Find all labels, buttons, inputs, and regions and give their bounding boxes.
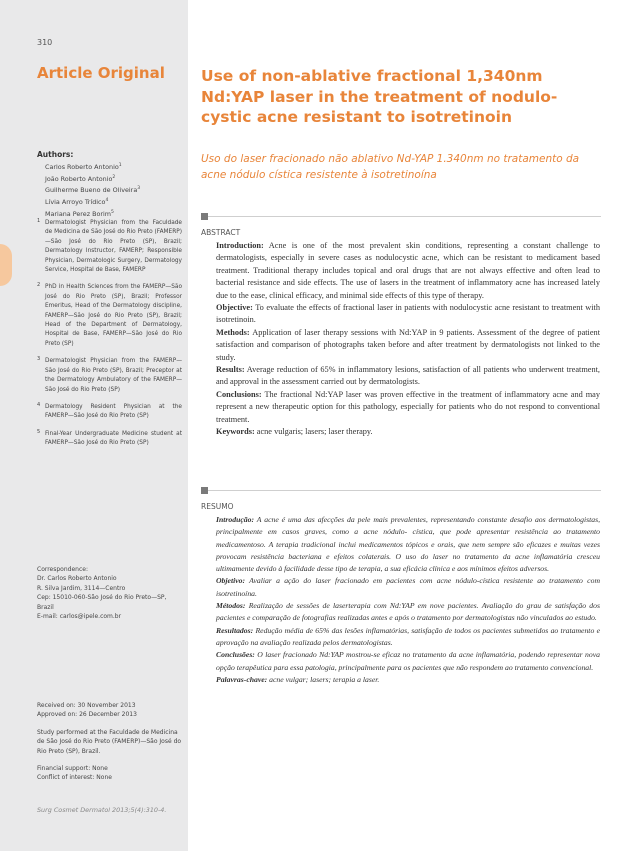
abstract-section-text: Application of laser therapy sessions with Nd:YAP in 9 patients. Assessment of the degree of patient satisfaction and comparison of photographs taken before and after treatment by dermatologists not linked to the study. — [216, 327, 600, 362]
author-mark: 3 — [137, 186, 141, 192]
affiliation-text: Dermatologist Physician from the FAMERP—São José do Rio Preto (SP), Brazil; Preceptor at the Dermatology Ambulatory of the FAMERP—São José do Rio Preto (SP) — [45, 358, 182, 393]
affiliation-item — [37, 357, 182, 395]
resumo-section-label: Objetivo: — [216, 576, 246, 586]
correspondence-block — [37, 565, 182, 621]
resumo-divider — [201, 490, 601, 491]
study-performed: Study performed at the Faculdade de Medicina de São José do Rio Preto (FAMERP)—São José do Rio Preto (SP), Brazil. — [37, 728, 182, 755]
section-label: Article Original — [37, 64, 165, 82]
abstract-section-label: Keywords: — [216, 427, 255, 437]
author-item — [37, 161, 182, 173]
correspondence-line: Dr. Carlos Roberto Antonio — [37, 575, 117, 583]
resumo-section-text: acne vulgar; lasers; terapia a laser. — [267, 674, 380, 684]
author-name: João Roberto Antonio — [45, 174, 113, 183]
resumo-section-label: Métodos: — [216, 601, 246, 611]
affiliation-text: PhD in Health Sciences from the FAMERP—São José do Rio Preto (SP), Brazil; Professor Emeritus, Head of the Dermatology discipline, FAMERP—São José do Rio Preto (SP), Brazil; Head of the Department of Dermatology, Hospital de Base, FAMERP—São José do Rio Preto (SP) — [45, 284, 182, 347]
affiliation-item — [37, 430, 182, 449]
affiliation-item — [37, 219, 182, 275]
affiliation-item — [37, 403, 182, 422]
resumo-section — [216, 600, 600, 625]
resumo-section — [216, 575, 600, 600]
resumo-section — [216, 625, 600, 650]
author-mark: 1 — [118, 163, 122, 168]
authors-list — [37, 161, 182, 220]
authors-block — [37, 150, 182, 220]
resumo-section — [216, 674, 600, 686]
abstract-divider-marker — [201, 213, 208, 220]
author-item — [37, 208, 182, 220]
author-item — [37, 173, 182, 185]
resumo-section-text: O laser fracionado Nd:YAP mostrou-se eficaz no tratamento da acne inflamatória, podendo representar nova opção terapêutica para essa patologia, principalmente para os pacientes que não respondem ao tratamento convencional. — [216, 650, 600, 672]
resumo-section-label: Conclusões: — [216, 650, 255, 660]
resumo-section-label: Palavras-chave: — [216, 674, 268, 684]
abstract-section-text: Average reduction of 65% in inflammatory lesions, satisfaction of all patients who underwent treatment, and approval in the assessment carried out by dermatologists. — [216, 365, 600, 387]
abstract-section-text: The fractional Nd:YAP laser was proven effective in the treatment of inflammatory acne and may represent a new therapeutic option for this pathology, especially for patients who do not respond to conventional treatment. — [216, 389, 600, 424]
affiliation-text: Final-Year Undergraduate Medicine student at FAMERP—São José do Rio Preto (SP) — [45, 430, 182, 447]
abstract-section-text: To evaluate the effects of fractional laser in patients with nodulocystic acne resistant to treatment with isotretinoin. — [216, 303, 600, 325]
author-item — [37, 196, 182, 208]
correspondence-line: E-mail: carlos@ipele.com.br — [37, 613, 122, 621]
author-name: Mariana Perez Borim — [45, 210, 112, 218]
author-name: Carlos Roberto Antonio — [45, 163, 119, 172]
affiliation-item — [37, 283, 182, 349]
affiliation-number: 1 — [37, 218, 41, 224]
abstract-section-label: Objective: — [216, 303, 253, 313]
author-mark: 2 — [112, 174, 116, 180]
abstract-section — [216, 240, 600, 302]
abstract-section-text: acne vulgaris; lasers; laser therapy. — [254, 427, 373, 437]
abstract-section — [216, 389, 600, 426]
abstract-section — [216, 302, 600, 327]
authors-heading: Authors: — [37, 150, 74, 159]
abstract-section — [216, 327, 600, 364]
author-mark: 5 — [111, 209, 114, 215]
resumo-section-text: Avaliar a ação do laser fracionado em pacientes com acne nódulo-cística resistente ao tratamento com isotretinoína. — [216, 576, 600, 598]
author-name: Lívia Arroyo Trídico — [45, 198, 106, 207]
abstract-body — [216, 240, 600, 439]
correspondence-line: Cep: 15010-060-São José do Rio Preto—SP, Brazil — [37, 594, 167, 611]
resumo-section-text: Redução média de 65% das lesões inflamatórias, satisfação de todos os pacientes submetidos ao tratamento e aprovação na avaliação realizada pelos dermatologistas. — [216, 625, 600, 647]
resumo-body — [216, 514, 600, 686]
article-title: Use of non-ablative fractional 1,340nm Nd:YAP laser in the treatment of nodulo-cystic acne resistant to isotretinoin — [201, 67, 558, 126]
abstract-divider — [201, 216, 601, 217]
abstract-section-label: Results: — [216, 365, 245, 375]
abstract-section-label: Methods: — [216, 327, 250, 337]
resumo-section-label: Resultados: — [216, 625, 254, 635]
journal-reference: Surg Cosmet Dermatol 2013;5(4):310-4. — [37, 806, 167, 814]
dates-block — [37, 701, 182, 783]
correspondence-line: R. Silva Jardim, 3114—Centro — [37, 584, 126, 592]
affiliation-number: 3 — [37, 356, 41, 363]
resumo-divider-marker — [201, 487, 208, 494]
received-date: Received on: 30 November 2013 — [37, 702, 136, 709]
author-name: Guilherme Bueno de Oliveira — [45, 186, 138, 195]
affiliation-text: Dermatologist Physician from the Faculdade de Medicina de São José do Rio Preto (FAMERP)—São José do Rio Preto (SP), Brazil; Dermatology Instructor, FAMERP; Responsible Physician, Dermatologic Surgery, Dermatology Service, Hospital de Base, FAMERP — [45, 220, 182, 274]
section-tab-marker — [0, 244, 12, 286]
author-mark: 4 — [105, 198, 109, 204]
resumo-heading: RESUMO — [201, 502, 234, 511]
abstract-section — [216, 364, 600, 389]
affiliation-number: 2 — [37, 282, 41, 289]
affiliation-number: 4 — [37, 401, 41, 408]
financial-support: Financial support: None — [37, 765, 108, 773]
article-subtitle: Uso do laser fracionado não ablativo Nd-YAP 1.340nm no tratamento da acne nódulo cística resistente à isotretinoína — [201, 153, 580, 181]
resumo-section-text: Realização de sessões de laserterapia com Nd:YAP em nove pacientes. Avaliação do grau de satisfação dos pacientes e comparação de fotografias realizadas antes e após o tratamento por dermatologistas não vinculados ao estudo. — [216, 601, 600, 623]
resumo-section — [216, 514, 600, 575]
resumo-section-text: A acne é uma das afecções da pele mais prevalentes, representando constante desafio aos dermatologistas, principalmente em casos graves, como a acne nódulo- cística, que pode apresentar resistência ao tratamento medicamentoso. A terapia tradicional inclui medicamentos tópicos e orais, que nem sempre são eficazes e muitas vezes provocam resistência bacteriana e efeitos colaterais. O uso do laser no tratamento da acne inflamatória cresceu ultimamente devido à facilidade desse tipo de terapia, a sua eficácia clínica e aos mínimos efeitos adversos. — [216, 515, 600, 574]
resumo-section-label: Introdução: — [216, 515, 255, 524]
approved-date: Approved on: 26 December 2013 — [37, 711, 137, 719]
affiliation-text: Dermatology Resident Physician at the FAMERP—São José do Rio Preto (SP) — [45, 403, 182, 420]
abstract-section-label: Introduction: — [216, 241, 264, 250]
abstract-section-label: Conclusions: — [216, 389, 262, 399]
page-number: 310 — [37, 38, 53, 47]
resumo-section — [216, 649, 600, 674]
abstract-section-text: Acne is one of the most prevalent skin conditions, representing a constant challenge to dermatologists, especially in severe cases as nodulocystic acne, which can be resistant to medicament based treatment. Traditional therapy includes topical and oral drugs that are not always effective and often lead to bacterial resistance and side effects. The use of lasers in the treatment of inflammatory acne has increased lately due to the ease, clinical efficacy, and minimal side effects of this type of therapy. — [216, 241, 600, 300]
affiliations-list — [37, 219, 182, 457]
abstract-section — [216, 426, 600, 438]
correspondence-line: Correspondence: — [37, 566, 88, 573]
abstract-heading: ABSTRACT — [201, 228, 241, 237]
affiliation-number: 5 — [37, 428, 41, 435]
conflict-of-interest: Conflict of interest: None — [37, 774, 112, 782]
author-item — [37, 184, 182, 196]
